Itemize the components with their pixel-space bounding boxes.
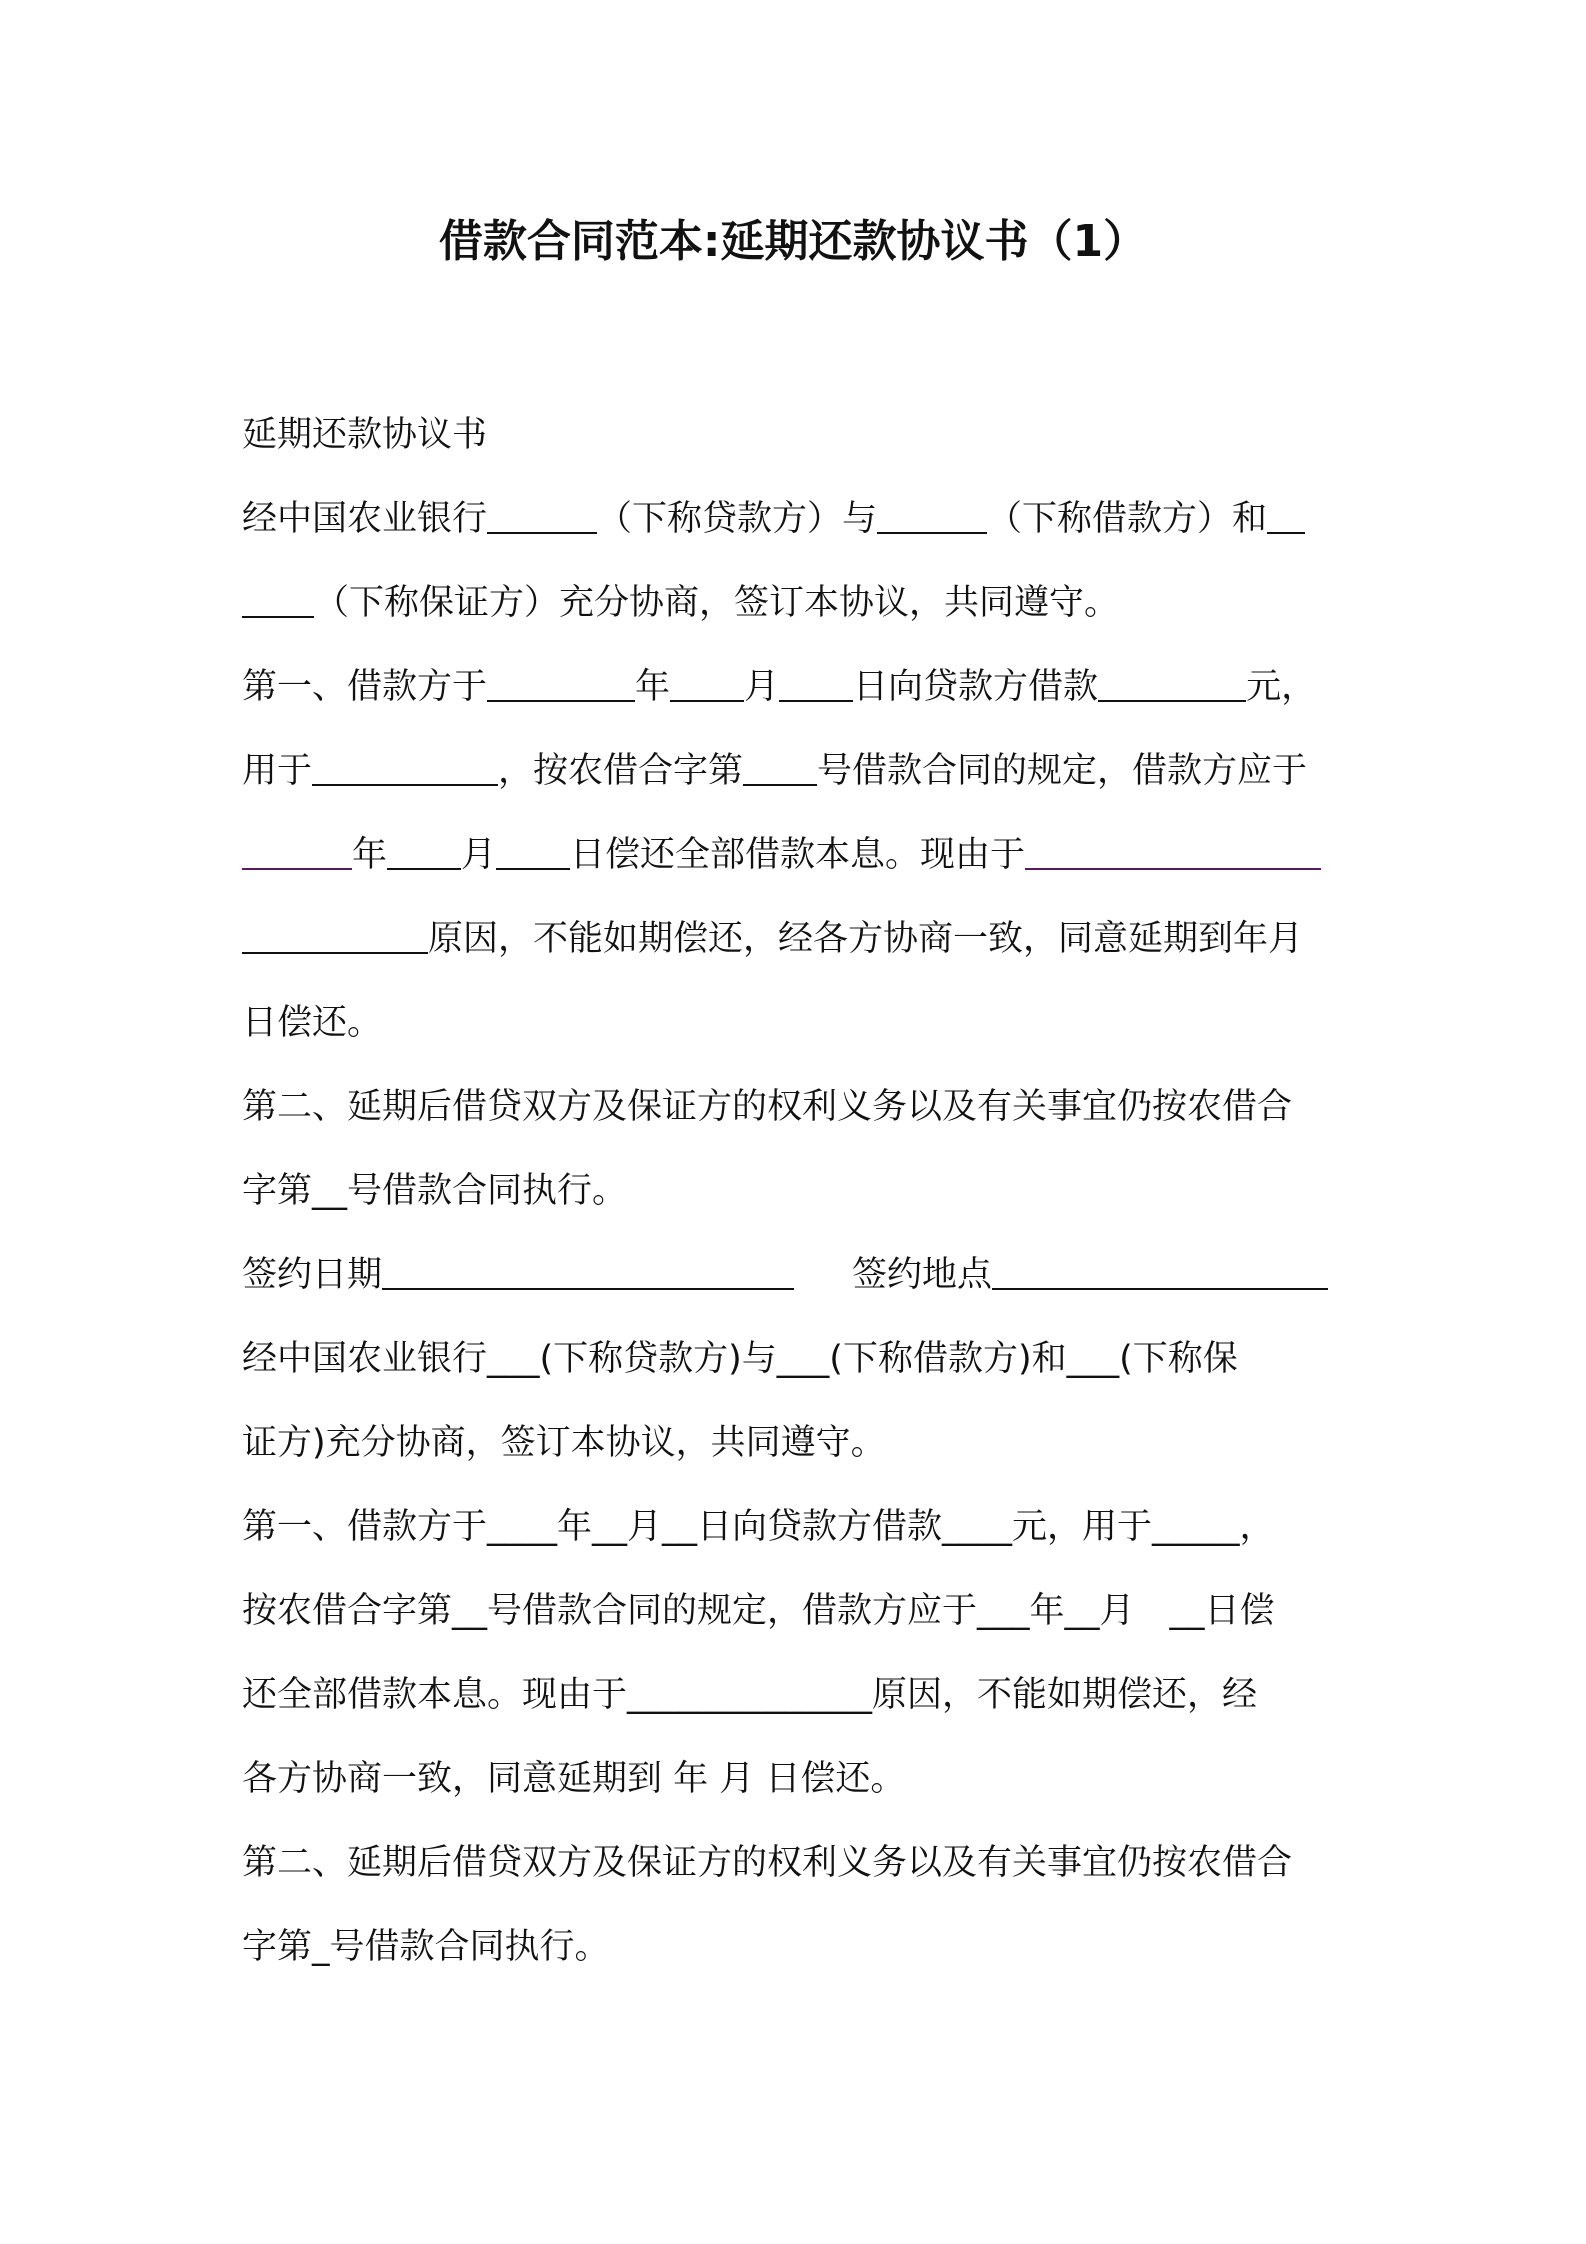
s1-line-9: 字第__号借款合同执行。 (242, 1171, 628, 1211)
text: 用于 (242, 751, 313, 791)
s1-line-6 (242, 914, 1352, 964)
text: 日向贷款方借款 (853, 667, 1099, 707)
s2-line-2: 证方)充分协商，签订本协议，共同遵守。 (242, 1423, 886, 1463)
text: （下称保证方）充分协商，签订本协议，共同遵守。 (314, 583, 1120, 623)
blank-due-day (496, 830, 570, 870)
s2-line-6: 各方协商一致，同意延期到 年 月 日偿还。 (242, 1759, 906, 1799)
s2-line-3: 第一、借款方于____年__月__日向贷款方借款____元，用于_____， (242, 1507, 1275, 1547)
s2-line-8: 字第_号借款合同执行。 (242, 1927, 610, 1967)
text: 原因，不能如期偿还，经各方协商一致，同意延期到年月 (428, 919, 1304, 959)
text: 日偿还全部借款本息。现由于 (570, 835, 1026, 875)
sign-date-label: 签约日期 (242, 1255, 383, 1295)
s2-line-7: 第二、延期后借贷双方及保证方的权利义务以及有关事宜仍按农借合 (242, 1843, 1293, 1883)
blank-contract-no (743, 746, 817, 786)
blank-guarantor-start (1267, 494, 1305, 534)
blank-borrower (877, 494, 987, 534)
s2-line-4: 按农借合字第__号借款合同的规定，借款方应于___年__月 __日偿 (242, 1591, 1275, 1631)
document-heading: 延期还款协议书 (242, 415, 488, 455)
blank-amount (1098, 662, 1246, 702)
page-title: 借款合同范本:延期还款协议书（1） (438, 216, 1148, 267)
blank-sign-place (992, 1250, 1328, 1290)
s1-line-4 (242, 746, 1352, 796)
blank-due-year (242, 830, 352, 870)
text: （下称贷款方）与 (597, 499, 878, 539)
s1-line-8: 第二、延期后借贷双方及保证方的权利义务以及有关事宜仍按农借合 (242, 1087, 1293, 1127)
blank-guarantor-end (242, 578, 314, 618)
text: 号借款合同的规定，借款方应于 (817, 751, 1308, 791)
blank-lender (487, 494, 597, 534)
sign-place-label: 签约地点 (852, 1255, 993, 1295)
s2-line-5: 还全部借款本息。现由于______________原因，不能如期偿还，经 (242, 1675, 1258, 1715)
signature-line (242, 1250, 1352, 1300)
blank-reason-end (242, 914, 428, 954)
text: 月 (744, 667, 780, 707)
blank-year (487, 662, 635, 702)
text: 元， (1246, 667, 1317, 707)
text: （下称借款方）和 (987, 499, 1268, 539)
s1-line-3 (242, 662, 1352, 712)
blank-month (670, 662, 744, 702)
blank-sign-date (382, 1250, 794, 1290)
blank-day (779, 662, 853, 702)
blank-purpose (312, 746, 498, 786)
text: 月 (461, 835, 497, 875)
s1-line-2 (242, 578, 1352, 628)
text: ，按农借合字第 (498, 751, 744, 791)
s2-line-1: 经中国农业银行___(下称贷款方)与___(下称借款方)和___(下称保 (242, 1339, 1238, 1379)
text: 年 (352, 835, 388, 875)
s1-line-1 (242, 494, 1352, 544)
blank-due-month (387, 830, 461, 870)
s1-line-7: 日偿还。 (242, 1003, 383, 1043)
s1-line-5 (242, 830, 1352, 880)
text: 年 (635, 667, 671, 707)
text: 经中国农业银行 (242, 499, 488, 539)
text: 第一、借款方于 (242, 667, 488, 707)
blank-reason-start (1025, 830, 1321, 870)
